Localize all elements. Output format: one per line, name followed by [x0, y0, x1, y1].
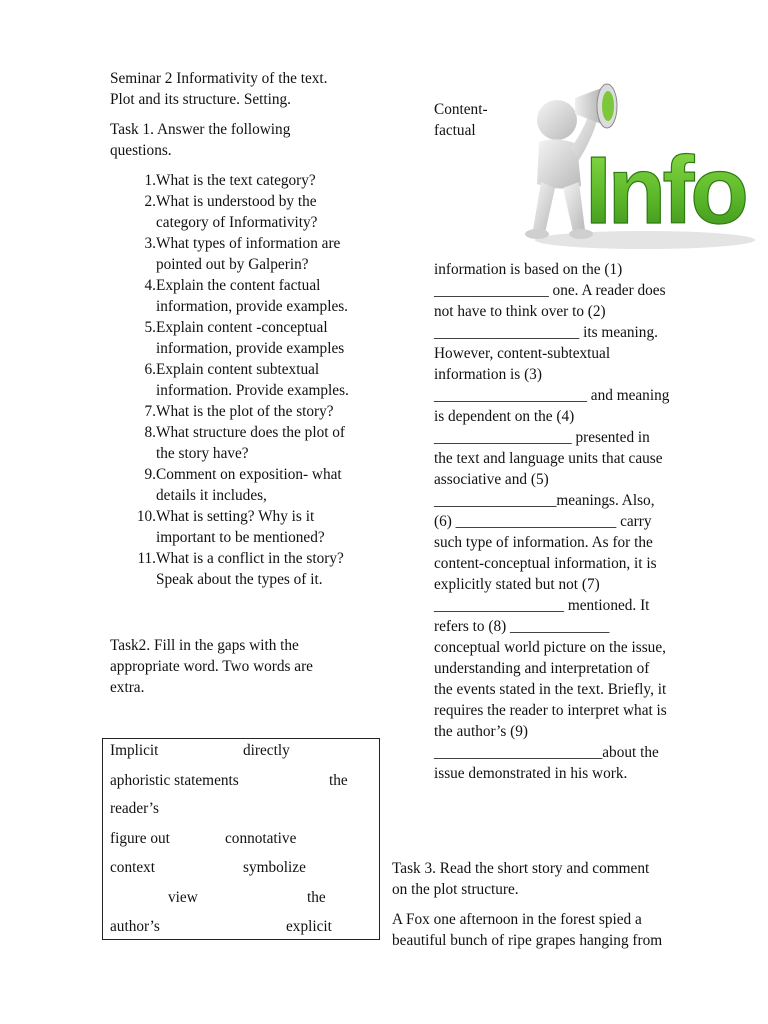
question-text: What is the plot of the story? [156, 403, 334, 420]
question-item [110, 443, 395, 464]
gap-fill-text [434, 259, 724, 784]
task1-heading-line: questions. [110, 142, 172, 159]
task3-heading-line: on the plot structure. [392, 881, 519, 898]
question-text: information, provide examples. [156, 298, 349, 315]
seminar-title-line: Plot and its structure. Setting. [110, 91, 292, 108]
task2-heading [110, 635, 380, 698]
word-bank-item: symbolize [243, 859, 306, 876]
question-number [110, 569, 156, 590]
question-number: 11. [137, 550, 156, 567]
question-item [110, 233, 395, 254]
word-bank-item: reader’s [110, 800, 159, 817]
question-text: category of Informativity? [156, 214, 318, 231]
megaphone-person-info-icon [515, 68, 755, 253]
person-leg [563, 182, 585, 232]
gap-text-line: information is (3) [434, 366, 542, 383]
question-text: Comment on exposition- what [156, 466, 342, 483]
gap-text-line: refers to (8) _____________ [434, 618, 610, 635]
gap-text-line: content-conceptual information, it is [434, 555, 657, 572]
question-number: 7. [144, 403, 156, 420]
question-text: pointed out by Galperin? [156, 256, 309, 273]
left-column [110, 68, 395, 590]
question-number [110, 380, 156, 401]
gap-text-line: (6) _____________________ carry [434, 513, 652, 530]
question-text: What is setting? Why is it [156, 508, 315, 525]
content-factual-label [434, 99, 514, 141]
word-bank-item: author’s [110, 918, 160, 935]
content-factual-label-line: factual [434, 122, 476, 139]
gap-text-line: However, content-subtextual [434, 345, 611, 362]
question-item [110, 338, 395, 359]
word-bank-item: figure out [110, 830, 170, 847]
word-bank-item: the [329, 772, 348, 789]
story-text-line: A Fox one afternoon in the forest spied a [392, 911, 642, 928]
question-number [110, 443, 156, 464]
gap-text-line: such type of information. As for the [434, 534, 653, 551]
word-bank-item: aphoristic statements [110, 772, 239, 789]
word-bank-item: connotative [225, 830, 297, 847]
info-illustration [515, 68, 755, 253]
task1-heading-line: Task 1. Answer the following [110, 121, 291, 138]
question-number [110, 212, 156, 233]
gap-text-line: ____________________ and meaning [434, 387, 670, 404]
gap-text-line: associative and (5) [434, 471, 549, 488]
gap-text-line: not have to think over to (2) [434, 303, 606, 320]
gap-text-line: information is based on the (1) [434, 261, 623, 278]
question-item [110, 401, 395, 422]
question-number: 10. [136, 508, 156, 525]
seminar-title [110, 68, 395, 110]
gap-text-line: conceptual world picture on the issue, [434, 639, 666, 656]
word-bank-item: directly [243, 742, 290, 759]
question-text: Speak about the types of it. [156, 571, 323, 588]
question-item [110, 485, 395, 506]
question-number: 8. [144, 424, 156, 441]
question-number: 6. [144, 361, 156, 378]
question-item [110, 191, 395, 212]
question-number [110, 527, 156, 548]
question-item [110, 170, 395, 191]
question-text: important to be mentioned? [156, 529, 325, 546]
gap-text-line: the events stated in the text. Briefly, it [434, 681, 667, 698]
word-bank-item: the [307, 889, 326, 906]
question-text: What structure does the plot of [156, 424, 346, 441]
task3-heading-line: Task 3. Read the short story and comment [392, 860, 650, 877]
question-item [110, 254, 395, 275]
word-bank-item: context [110, 859, 156, 876]
gap-text-line: ________________meanings. Also, [434, 492, 655, 509]
megaphone-inner [602, 91, 614, 121]
question-item [110, 506, 395, 527]
word-bank-item: view [168, 889, 198, 906]
story-text-line: beautiful bunch of ripe grapes hanging from [392, 932, 663, 949]
task3-heading [392, 858, 722, 900]
question-text: information, provide examples [156, 340, 345, 357]
question-number: 2. [144, 193, 156, 210]
question-item [110, 422, 395, 443]
person-leg [533, 182, 555, 233]
task2-heading-line: extra. [110, 679, 145, 696]
person-foot [525, 229, 549, 239]
question-item [110, 569, 395, 590]
person-head [537, 100, 577, 140]
question-number: 9. [144, 466, 156, 483]
gap-text-line: requires the reader to interpret what is [434, 702, 667, 719]
task1-heading [110, 119, 395, 161]
question-item [110, 464, 395, 485]
question-text: What types of information are [156, 235, 341, 252]
question-number [110, 254, 156, 275]
question-number: 5. [144, 319, 156, 336]
gap-text-line: explicitly stated but not (7) [434, 576, 600, 593]
question-text: Explain content -conceptual [156, 319, 328, 336]
gap-text-line: understanding and interpretation of [434, 660, 650, 677]
question-number: 4. [144, 277, 156, 294]
question-text: What is a conflict in the story? [156, 550, 344, 567]
gap-text-line: issue demonstrated in his work. [434, 765, 628, 782]
question-text: Explain content subtextual [156, 361, 320, 378]
task3-block [392, 858, 722, 951]
question-number: 3. [144, 235, 156, 252]
question-item [110, 527, 395, 548]
info-word: Info [585, 137, 745, 244]
question-list [110, 170, 395, 590]
word-bank-item: Implicit [110, 742, 159, 759]
question-item [110, 212, 395, 233]
question-item [110, 296, 395, 317]
question-text: information. Provide examples. [156, 382, 349, 399]
content-factual-label-line: Content- [434, 101, 488, 118]
gap-text-line: _______________ one. A reader does [434, 282, 666, 299]
question-item [110, 275, 395, 296]
question-item [110, 359, 395, 380]
word-bank-item: explicit [286, 918, 332, 935]
question-item [110, 317, 395, 338]
question-number: 1. [144, 172, 156, 189]
question-number [110, 485, 156, 506]
task2-heading-line: appropriate word. Two words are [110, 658, 313, 675]
question-text: details it includes, [156, 487, 267, 504]
gap-text-line: is dependent on the (4) [434, 408, 575, 425]
question-item [110, 548, 395, 569]
gap-text-line: _________________ mentioned. It [434, 597, 650, 614]
gap-text-line: the author’s (9) [434, 723, 529, 740]
question-text: What is the text category? [156, 172, 316, 189]
question-text: What is understood by the [156, 193, 317, 210]
question-number [110, 338, 156, 359]
question-item [110, 380, 395, 401]
question-text: Explain the content factual [156, 277, 321, 294]
question-number [110, 296, 156, 317]
task2-heading-line: Task2. Fill in the gaps with the [110, 637, 299, 654]
gap-text-line: __________________ presented in [434, 429, 650, 446]
gap-text-line: the text and language units that cause [434, 450, 663, 467]
gap-text-line: ______________________about the [434, 744, 659, 761]
word-bank-box [102, 738, 380, 940]
seminar-title-line: Seminar 2 Informativity of the text. [110, 70, 328, 87]
question-text: the story have? [156, 445, 249, 462]
gap-text-line: ___________________ its meaning. [434, 324, 658, 341]
